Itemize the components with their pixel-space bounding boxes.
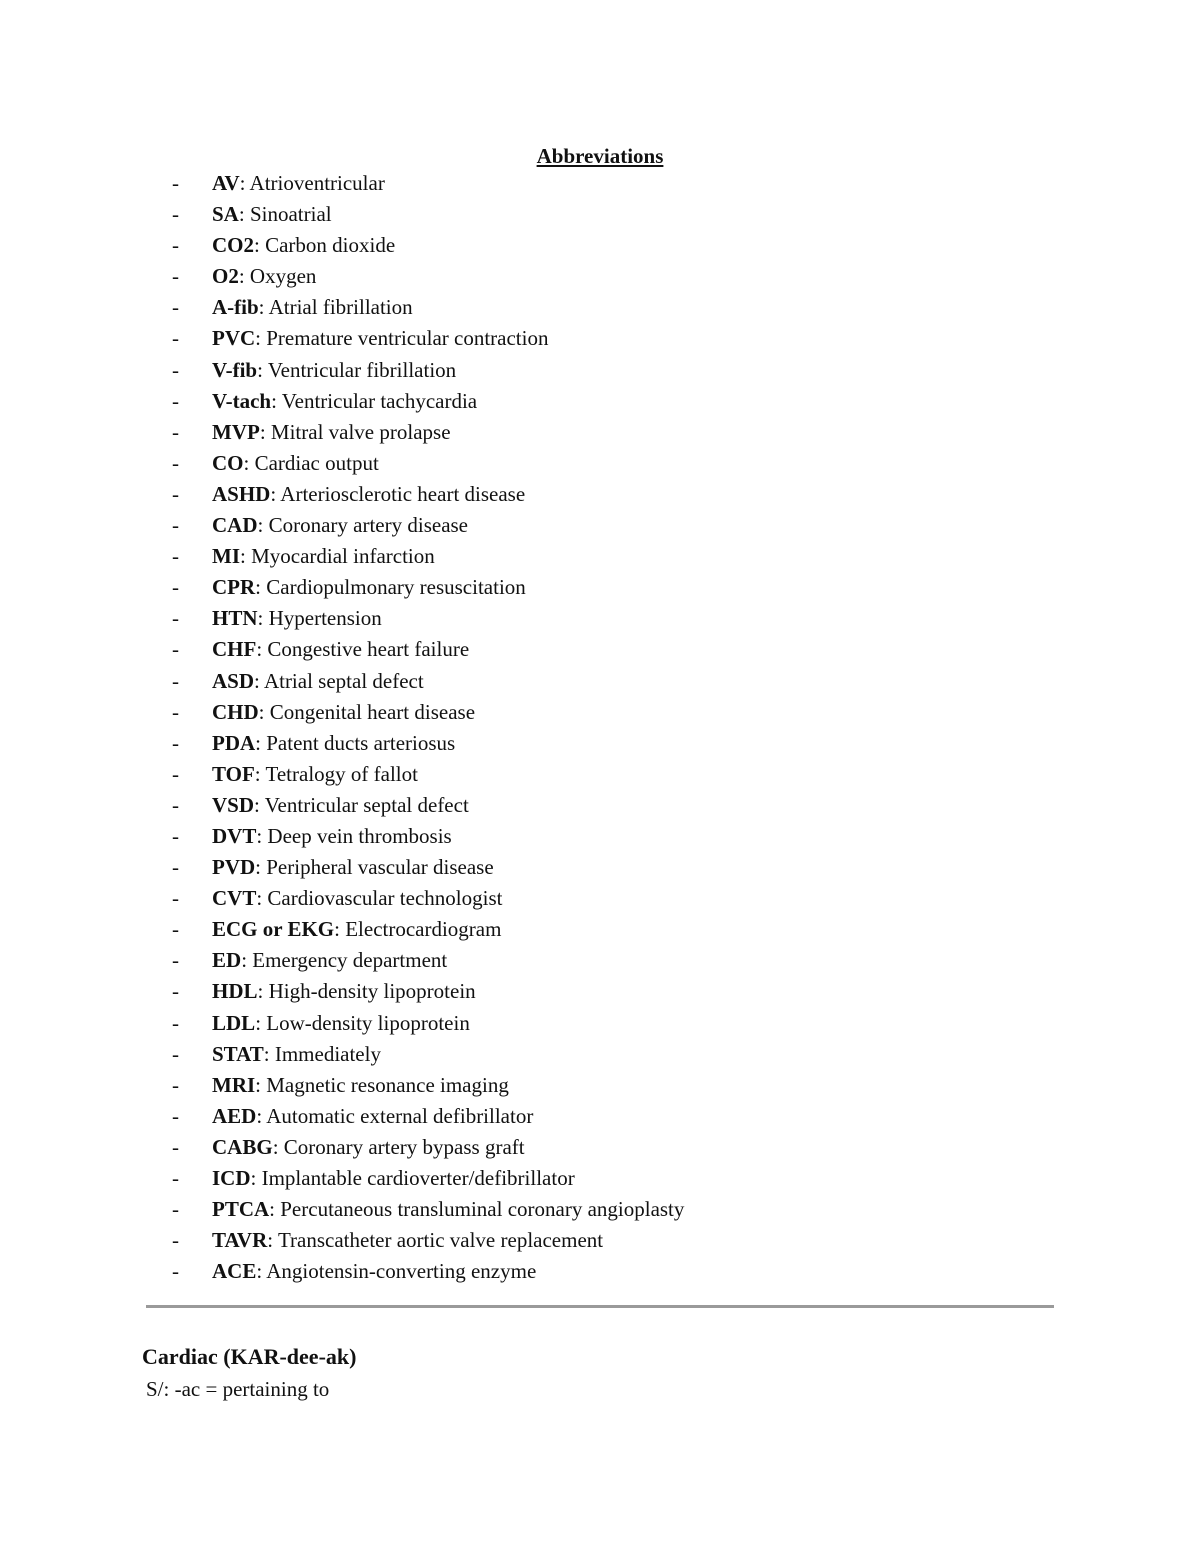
list-dash: - [172, 481, 179, 506]
abbreviation-term: CPR [212, 575, 256, 600]
abbreviation-definition: : Ventricular septal defect [254, 792, 469, 817]
abbreviation-definition: : Congenital heart disease [258, 699, 476, 724]
abbreviation-definition: : Magnetic resonance imaging [255, 1072, 509, 1097]
abbreviation-term: V-tach [212, 388, 272, 413]
list-item [172, 292, 684, 323]
abbreviation-definition: : Myocardial infarction [240, 544, 435, 569]
horizontal-divider [146, 1305, 1054, 1308]
list-dash: - [172, 792, 179, 817]
list-dash: - [172, 357, 179, 382]
list-item [172, 821, 684, 852]
abbreviation-definition: : Ventricular fibrillation [257, 357, 457, 382]
list-item [172, 759, 684, 790]
abbreviation-term: PDA [212, 730, 256, 755]
abbreviation-term: ASHD [212, 481, 271, 506]
abbreviation-definition: : Hypertension [257, 606, 382, 631]
list-dash: - [172, 917, 179, 942]
abbreviation-term: ICD [212, 1166, 251, 1190]
list-item [172, 448, 684, 479]
list-item [172, 945, 684, 976]
abbreviation-term: O2 [212, 264, 239, 289]
page-title: Abbreviations [536, 144, 664, 168]
abbreviation-definition: : Ventricular tachycardia [271, 388, 478, 413]
list-dash: - [172, 1259, 179, 1284]
list-dash: - [172, 1228, 179, 1253]
list-dash: - [172, 886, 179, 911]
list-dash: - [172, 1166, 179, 1190]
abbreviation-term: MVP [212, 419, 260, 444]
list-item [172, 168, 684, 199]
list-dash: - [172, 855, 179, 880]
list-item [172, 914, 684, 945]
abbreviation-list [172, 168, 684, 1287]
abbreviation-term: MI [212, 544, 240, 569]
list-item [172, 323, 684, 354]
abbreviation-term: MRI [212, 1072, 256, 1097]
abbreviation-definition: : Low-density lipoprotein [255, 1010, 470, 1035]
list-dash: - [172, 761, 179, 786]
list-dash: - [172, 1134, 179, 1159]
list-item [172, 1070, 684, 1101]
abbreviation-definition: : Cardiopulmonary resuscitation [255, 575, 526, 600]
list-item [172, 230, 684, 261]
list-dash: - [172, 606, 179, 631]
abbreviation-term: ACE [212, 1259, 257, 1284]
list-item [172, 1163, 684, 1194]
list-item [172, 1225, 684, 1256]
list-dash: - [172, 823, 179, 848]
list-dash: - [172, 979, 179, 1004]
list-dash: - [172, 544, 179, 569]
section-title: Cardiac (KAR-dee-ak) [142, 1344, 357, 1369]
list-dash: - [172, 1103, 179, 1128]
list-dash: - [172, 450, 179, 475]
abbreviation-term: PVD [212, 855, 256, 880]
list-item [172, 355, 684, 386]
abbreviation-definition: : Peripheral vascular disease [255, 855, 494, 880]
list-item [172, 261, 684, 292]
abbreviation-definition: : Angiotensin-converting enzyme [256, 1259, 537, 1284]
abbreviation-definition: : Cardiovascular technologist [256, 886, 503, 911]
section-suffix-line: S/: -ac = pertaining to [146, 1377, 330, 1401]
abbreviation-definition: : Atrial septal defect [254, 668, 424, 693]
abbreviation-term: CABG [212, 1134, 273, 1159]
list-item [172, 790, 684, 821]
list-item [172, 852, 684, 883]
abbreviation-definition: : Arteriosclerotic heart disease [270, 481, 526, 506]
abbreviation-definition: : Atrial fibrillation [258, 295, 413, 320]
list-item [172, 634, 684, 665]
list-item [172, 1256, 684, 1287]
abbreviation-term: PVC [212, 326, 256, 351]
abbreviation-definition: : Coronary artery disease [257, 513, 469, 538]
abbreviation-term: LDL [212, 1010, 256, 1035]
abbreviation-definition: : Sinoatrial [238, 202, 332, 227]
list-dash: - [172, 1010, 179, 1035]
abbreviation-definition: : Immediately [263, 1041, 381, 1066]
abbreviation-definition: : Oxygen [238, 264, 317, 289]
list-item [172, 479, 684, 510]
list-item [172, 572, 684, 603]
list-item [172, 1039, 684, 1070]
abbreviation-term: PTCA [212, 1197, 270, 1222]
list-dash: - [172, 233, 179, 258]
list-dash: - [172, 419, 179, 444]
abbreviation-term: ED [212, 948, 242, 973]
abbreviation-term: AV [212, 171, 240, 195]
list-item [172, 603, 684, 634]
list-dash: - [172, 1041, 179, 1066]
abbreviation-definition: : Electrocardiogram [334, 917, 502, 942]
list-dash: - [172, 388, 179, 413]
list-dash: - [172, 295, 179, 320]
abbreviation-term: DVT [212, 823, 257, 848]
list-dash: - [172, 171, 179, 195]
list-dash: - [172, 202, 179, 227]
list-dash: - [172, 948, 179, 973]
list-item [172, 1194, 684, 1225]
list-item [172, 1101, 684, 1132]
list-item [172, 666, 684, 697]
abbreviation-definition: : Transcatheter aortic valve replacement [267, 1228, 604, 1253]
list-dash: - [172, 513, 179, 538]
abbreviation-term: ECG or EKG [212, 917, 335, 942]
abbreviation-definition: : Atrioventricular [239, 171, 385, 195]
abbreviation-definition: : Emergency department [241, 948, 448, 973]
abbreviation-term: VSD [212, 792, 255, 817]
list-dash: - [172, 264, 179, 289]
abbreviation-term: TOF [212, 761, 255, 786]
list-item [172, 883, 684, 914]
list-dash: - [172, 575, 179, 600]
abbreviation-term: AED [212, 1103, 257, 1128]
list-item [172, 199, 684, 230]
abbreviation-term: CO [212, 450, 244, 475]
list-item [172, 976, 684, 1007]
abbreviation-term: HTN [212, 606, 258, 631]
list-item [172, 728, 684, 759]
list-dash: - [172, 699, 179, 724]
abbreviation-term: CO2 [212, 233, 254, 258]
list-item [172, 1008, 684, 1039]
abbreviation-definition: : Mitral valve prolapse [259, 419, 451, 444]
list-item [172, 510, 684, 541]
abbreviation-definition: : Coronary artery bypass graft [272, 1134, 525, 1159]
abbreviation-definition: : Automatic external defibrillator [256, 1103, 534, 1128]
abbreviation-definition: : Implantable cardioverter/defibrillator [250, 1166, 575, 1190]
list-dash: - [172, 1197, 179, 1222]
abbreviation-definition: : Percutaneous transluminal coronary angioplasty [269, 1197, 685, 1222]
list-item [172, 541, 684, 572]
list-item [172, 417, 684, 448]
abbreviation-term: CAD [212, 513, 258, 538]
list-item [172, 386, 684, 417]
abbreviation-term: CHF [212, 637, 257, 662]
abbreviation-definition: : Deep vein thrombosis [256, 823, 452, 848]
list-item [172, 697, 684, 728]
abbreviation-term: HDL [212, 979, 258, 1004]
abbreviation-definition: : Tetralogy of fallot [254, 761, 418, 786]
abbreviation-definition: : Patent ducts arteriosus [255, 730, 456, 755]
abbreviation-term: A-fib [212, 295, 259, 320]
abbreviation-definition: : Cardiac output [243, 450, 379, 475]
abbreviation-term: ASD [212, 668, 255, 693]
list-dash: - [172, 1072, 179, 1097]
list-dash: - [172, 668, 179, 693]
list-dash: - [172, 730, 179, 755]
list-dash: - [172, 326, 179, 351]
abbreviation-term: TAVR [212, 1228, 268, 1253]
abbreviation-term: V-fib [212, 357, 258, 382]
list-item [172, 1132, 684, 1163]
abbreviation-definition: : Carbon dioxide [254, 233, 396, 258]
abbreviation-term: STAT [212, 1041, 264, 1066]
list-dash: - [172, 637, 179, 662]
abbreviation-term: CVT [212, 886, 257, 911]
abbreviation-definition: : High-density lipoprotein [257, 979, 476, 1004]
abbreviation-definition: : Congestive heart failure [256, 637, 470, 662]
abbreviation-term: CHD [212, 699, 259, 724]
abbreviation-term: SA [212, 202, 239, 227]
abbreviation-definition: : Premature ventricular contraction [255, 326, 549, 351]
